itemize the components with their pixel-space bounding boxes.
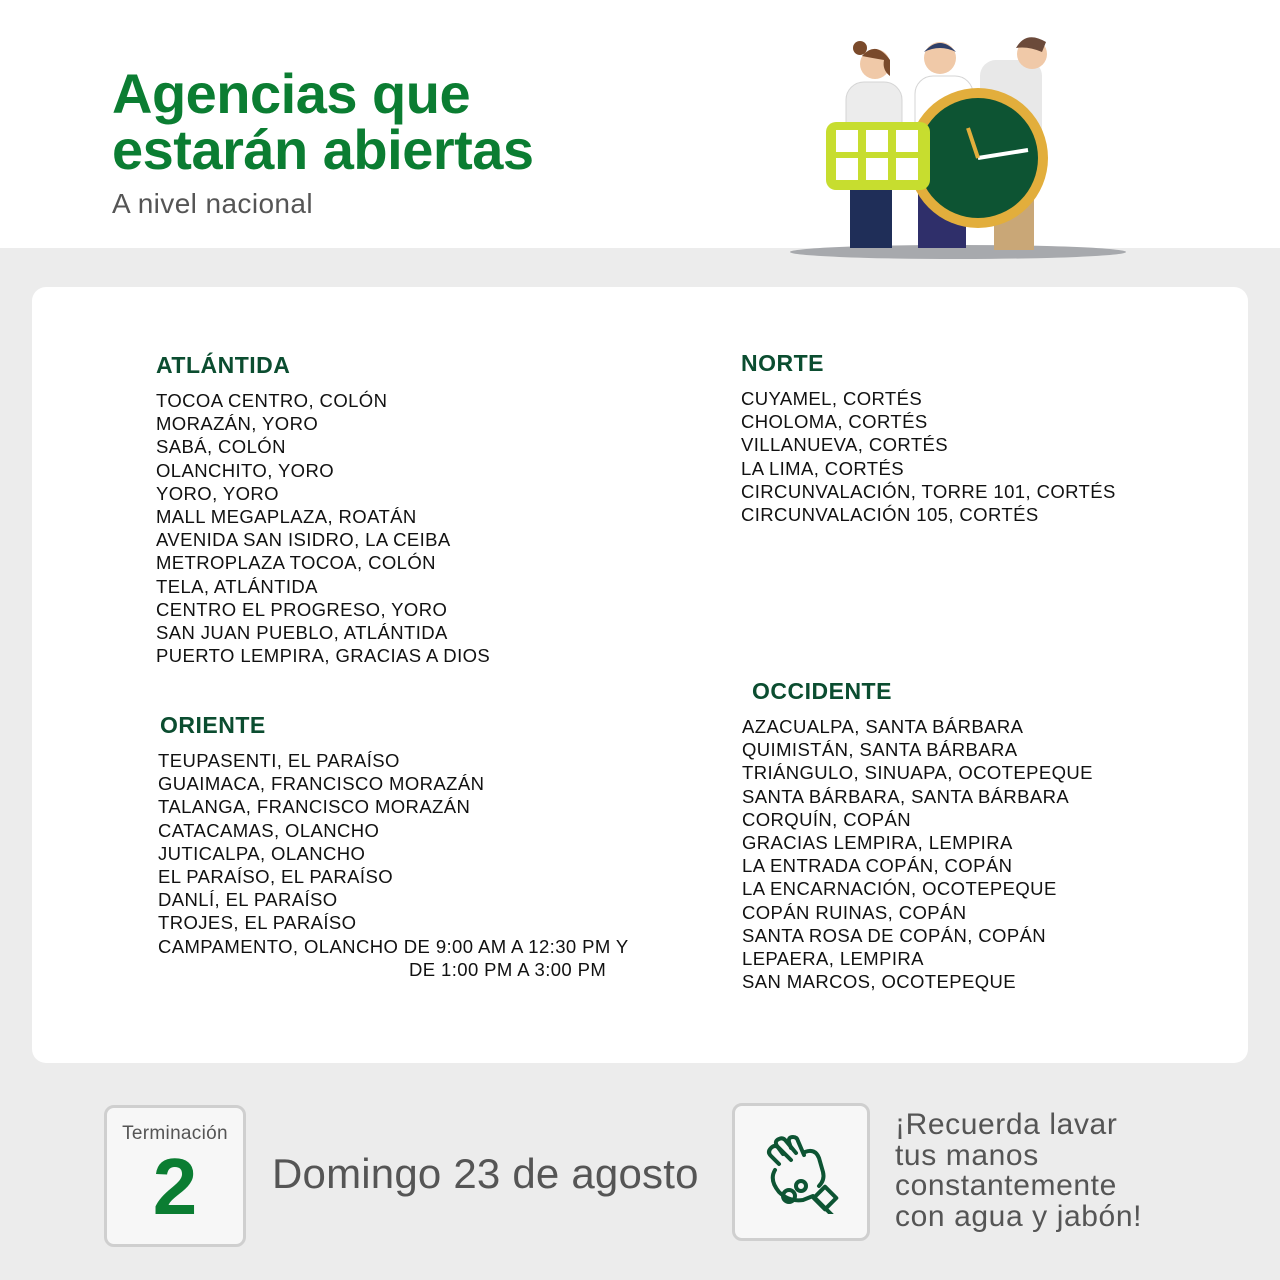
- agency-item: YORO, YORO: [156, 482, 279, 504]
- agency-item: SABÁ, COLÓN: [156, 436, 286, 458]
- agency-item: AZACUALPA, SANTA BÁRBARA: [742, 716, 1024, 737]
- agency-item: EL PARAÍSO, EL PARAÍSO: [158, 866, 393, 888]
- hand-washing-badge: [732, 1103, 870, 1241]
- date-text: Domingo 23 de agosto: [272, 1150, 699, 1197]
- termination-label: Terminación: [122, 1123, 228, 1144]
- page-subtitle: A nivel nacional: [112, 188, 313, 219]
- header: [0, 0, 1280, 248]
- region-occidente: [742, 678, 1093, 993]
- agency-item: QUIMISTÁN, SANTA BÁRBARA: [742, 739, 1018, 761]
- agency-item: TEUPASENTI, EL PARAÍSO: [158, 750, 400, 771]
- agency-item: SAN MARCOS, OCOTEPEQUE: [742, 971, 1017, 993]
- agency-item: LA ENTRADA COPÁN, COPÁN: [742, 855, 1013, 877]
- agency-item: MORAZÁN, YORO: [156, 413, 319, 435]
- reminder-line: ¡Recuerda lavar: [895, 1108, 1118, 1141]
- region-heading: NORTE: [741, 350, 824, 376]
- region-heading: ATLÁNTIDA: [156, 352, 291, 378]
- agency-list-continuation: [158, 958, 629, 981]
- agency-item: LA ENCARNACIÓN, OCOTEPEQUE: [742, 878, 1057, 900]
- agency-item: AVENIDA SAN ISIDRO, LA CEIBA: [156, 529, 451, 551]
- title-line-1: Agencias que: [112, 62, 471, 125]
- reminder-line: con agua y jabón!: [895, 1199, 1143, 1233]
- staff-with-calendar-and-clock-illustration: [780, 30, 1140, 270]
- agency-item: METROPLAZA TOCOA, COLÓN: [156, 552, 436, 574]
- region-norte: [741, 350, 1116, 526]
- schedule-continuation: DE 1:00 PM A 3:00 PM: [409, 958, 607, 980]
- agency-item: OLANCHITO, YORO: [156, 459, 335, 481]
- agencies-card: [32, 287, 1248, 1063]
- agency-item: VILLANUEVA, CORTÉS: [741, 434, 948, 456]
- agency-item: GUAIMACA, FRANCISCO MORAZÁN: [158, 773, 485, 795]
- termination-badge: [104, 1105, 246, 1247]
- agency-list: [156, 389, 490, 667]
- agency-item: SAN JUAN PUEBLO, ATLÁNTIDA: [156, 622, 448, 644]
- reminder-line: tus manos: [895, 1138, 1039, 1172]
- agency-item: CAMPAMENTO, OLANCHO DE 9:00 AM A 12:30 PM Y: [158, 935, 629, 957]
- agency-item: TOCOA CENTRO, COLÓN: [156, 390, 388, 411]
- agency-list: [158, 749, 629, 958]
- agency-item: COPÁN RUINAS, COPÁN: [742, 901, 967, 923]
- agency-item: MALL MEGAPLAZA, ROATÁN: [156, 506, 417, 528]
- agency-item: LEPAERA, LEMPIRA: [742, 948, 924, 970]
- agency-list: [741, 387, 1116, 526]
- agency-item: JUTICALPA, OLANCHO: [158, 842, 366, 864]
- region-heading: OCCIDENTE: [752, 678, 892, 704]
- region-atlantida: [156, 352, 490, 667]
- page-title: [112, 62, 672, 181]
- agency-item: CENTRO EL PROGRESO, YORO: [156, 598, 448, 620]
- reminder-line: constantemente: [895, 1169, 1117, 1202]
- region-oriente: [158, 712, 629, 981]
- agency-item: PUERTO LEMPIRA, GRACIAS A DIOS: [156, 645, 491, 667]
- hand-washing-icon: [765, 1134, 843, 1214]
- agency-item: CHOLOMA, CORTÉS: [741, 411, 928, 433]
- termination-number: 2: [152, 1142, 198, 1231]
- agency-item: CIRCUNVALACIÓN 105, CORTÉS: [741, 504, 1039, 526]
- agency-item: CIRCUNVALACIÓN, TORRE 101, CORTÉS: [741, 480, 1116, 502]
- agency-item: CORQUÍN, COPÁN: [742, 808, 912, 830]
- agency-item: LA LIMA, CORTÉS: [741, 457, 904, 479]
- agency-item: TRIÁNGULO, SINUAPA, OCOTEPEQUE: [742, 762, 1093, 784]
- region-heading: ORIENTE: [160, 712, 266, 738]
- hand-washing-reminder: [895, 1110, 1195, 1232]
- agency-list: [742, 715, 1093, 993]
- agency-item: SANTA BÁRBARA, SANTA BÁRBARA: [742, 785, 1070, 807]
- agency-item: TELA, ATLÁNTIDA: [156, 575, 318, 597]
- agency-item: DANLÍ, EL PARAÍSO: [158, 889, 338, 911]
- agency-item: CATACAMAS, OLANCHO: [158, 819, 380, 841]
- title-line-2: estarán abiertas: [112, 118, 534, 181]
- agency-item: SANTA ROSA DE COPÁN, COPÁN: [742, 924, 1047, 946]
- agency-item: GRACIAS LEMPIRA, LEMPIRA: [742, 832, 1013, 854]
- agency-item: TALANGA, FRANCISCO MORAZÁN: [158, 796, 471, 818]
- agency-item: CUYAMEL, CORTÉS: [741, 388, 923, 409]
- agency-item: TROJES, EL PARAÍSO: [158, 912, 357, 934]
